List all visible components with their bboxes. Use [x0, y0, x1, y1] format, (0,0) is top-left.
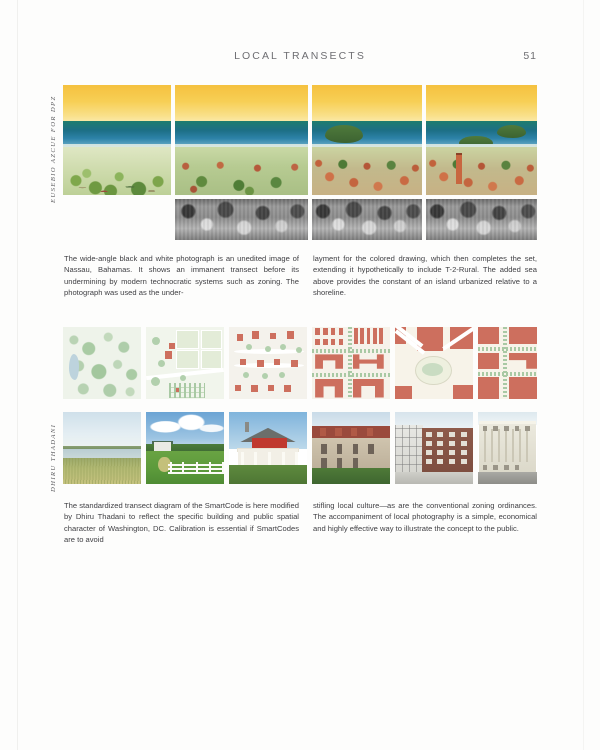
- courtyard-building: [315, 354, 343, 368]
- pilaster: [526, 429, 528, 462]
- street-tree-row: [503, 327, 507, 399]
- core-block: [509, 353, 537, 369]
- core-block: [509, 377, 537, 399]
- block-building: [379, 328, 383, 344]
- bw-photo-panel-2: [312, 199, 422, 240]
- window: [449, 441, 455, 446]
- watercolor-panel-1: [63, 85, 171, 195]
- watercolor-panel-2: [175, 85, 308, 195]
- core-block: [478, 377, 499, 399]
- window: [515, 465, 520, 470]
- window: [515, 426, 520, 430]
- chimney: [245, 422, 250, 432]
- street-tree-row: [478, 347, 537, 351]
- window: [483, 426, 488, 430]
- window: [353, 458, 358, 468]
- island-form: [325, 125, 362, 144]
- window: [426, 441, 432, 446]
- sky-band: [312, 85, 422, 126]
- front-garden: [312, 468, 390, 484]
- sky-band: [426, 85, 537, 126]
- tree-canopy: [151, 377, 160, 386]
- courtyard-building: [353, 379, 384, 398]
- bw-photo-panel-1: [175, 199, 308, 240]
- window: [321, 444, 326, 454]
- house-footprint: [270, 333, 276, 339]
- tree-canopy: [279, 372, 285, 378]
- urban-land-band: [312, 147, 422, 195]
- window: [337, 444, 342, 454]
- block-building: [339, 328, 344, 334]
- running-head: [63, 50, 537, 66]
- porch-column: [295, 452, 298, 466]
- field-parcel: [176, 350, 199, 369]
- tree-canopy: [158, 360, 165, 367]
- block-building: [331, 339, 336, 345]
- window: [426, 450, 432, 455]
- window: [437, 450, 443, 455]
- street-tree-row: [348, 327, 352, 399]
- caption-top-right: layment for the colored drawing, which then completes the set, extending it hypothetically to include T-2-Rural. The added sea above provides the constant of an island urbanized relative to a shoreline.: [313, 254, 537, 298]
- house-footprint: [268, 385, 274, 391]
- courtyard-building: [315, 379, 343, 398]
- plan-tile-t6-urban-core: [478, 327, 537, 399]
- house-footprint: [287, 331, 294, 338]
- window: [437, 441, 443, 446]
- photo-credit-top: EUSEBIO AZCUE FOR DPZ: [50, 95, 57, 203]
- window: [426, 459, 432, 464]
- dormer-window: [335, 428, 341, 437]
- pilaster: [484, 429, 486, 462]
- tree-canopy: [180, 375, 186, 381]
- farm-building: [169, 343, 174, 349]
- plan-tile-t1-natural: [63, 327, 141, 399]
- pilaster: [498, 429, 500, 462]
- dormer-window: [351, 428, 357, 437]
- window: [437, 432, 443, 437]
- house-footprint: [237, 334, 243, 340]
- lawn: [229, 465, 307, 484]
- rural-land-band: [63, 147, 171, 195]
- plan-tile-t2-rural: [146, 327, 224, 399]
- window: [493, 465, 498, 470]
- orchard-rows: [169, 383, 205, 397]
- plan-tile-t5-urban-center: [395, 327, 473, 399]
- photo-tile-midrise: [395, 412, 473, 484]
- photo-tile-pasture: [146, 412, 224, 484]
- core-block: [478, 327, 499, 344]
- photo-tile-red-house: [229, 412, 307, 484]
- window: [449, 432, 455, 437]
- island-form-far: [497, 125, 526, 138]
- window: [461, 450, 467, 455]
- page-number: 51: [523, 50, 537, 62]
- white-fence: [168, 462, 224, 474]
- block-building: [315, 339, 320, 345]
- sky-region: [63, 412, 141, 449]
- field-parcel: [201, 350, 223, 369]
- window: [461, 441, 467, 446]
- house-footprint: [257, 360, 264, 366]
- pilaster: [512, 429, 514, 462]
- photo-tile-wetland: [63, 412, 141, 484]
- window: [449, 459, 455, 464]
- plan-tile-t4-general-urban: [312, 327, 390, 399]
- bw-photo-panel-3: [426, 199, 537, 240]
- porch-column: [268, 452, 271, 466]
- field-parcel: [201, 330, 223, 349]
- house-footprint: [274, 359, 280, 365]
- window: [368, 444, 373, 454]
- sky-band: [175, 85, 308, 126]
- block-building: [354, 328, 358, 344]
- block-building: [323, 339, 328, 345]
- window: [426, 432, 432, 437]
- block-building: [339, 339, 344, 345]
- window: [449, 450, 455, 455]
- tree-canopy: [262, 373, 268, 379]
- cornice: [479, 421, 536, 425]
- window: [525, 426, 530, 430]
- caption-bottom-right: stifling local culture—as are the conventional zoning ordinances. The accompaniment of local photography is a simple, economical and highly effective way to illustrate the concept to the public.: [313, 501, 537, 533]
- block-mass: [395, 386, 412, 399]
- window: [353, 444, 358, 454]
- dormer-window: [320, 428, 326, 437]
- courtyard-building: [353, 354, 384, 368]
- porch-column: [254, 452, 257, 466]
- sky-band: [63, 85, 171, 126]
- house-footprint: [235, 385, 241, 391]
- reed-foreground: [63, 458, 141, 484]
- street-foreground: [395, 472, 473, 484]
- pilaster: [491, 429, 493, 462]
- street-with-cars: [478, 472, 537, 484]
- creek-shape: [69, 354, 79, 380]
- core-block: [478, 353, 499, 369]
- dormer-window: [367, 428, 373, 437]
- house-footprint: [291, 360, 298, 366]
- window: [461, 459, 467, 464]
- window: [504, 465, 509, 470]
- farm-building: [165, 351, 172, 358]
- window: [321, 458, 326, 468]
- urban-core-land-band: [426, 147, 537, 195]
- plan-tile-t3-suburban: [229, 327, 307, 399]
- window: [461, 432, 467, 437]
- house-footprint: [252, 331, 259, 338]
- block-building: [315, 328, 320, 334]
- window: [493, 426, 498, 430]
- window: [437, 459, 443, 464]
- block-building: [331, 328, 336, 334]
- house-footprint: [240, 359, 246, 365]
- field-parcel: [176, 330, 199, 349]
- photo-tile-civic-building: [478, 412, 537, 484]
- window: [483, 465, 488, 470]
- block-building: [367, 328, 371, 344]
- block-building: [373, 328, 377, 344]
- clock-tower: [456, 153, 462, 184]
- brick-facade: [422, 428, 473, 474]
- porch-column: [241, 452, 244, 466]
- scaffolding: [395, 425, 423, 474]
- porch-column: [282, 452, 285, 466]
- window: [504, 426, 509, 430]
- caption-bottom-left: The standardized transect diagram of the SmartCode is here modified by Dhiru Thadani to reflect the specific building and public spatial character of Washington, DC. Calibration is essential if SmartCodes are to avoid: [64, 501, 299, 545]
- page-edge-left: [17, 0, 18, 750]
- circle-green: [422, 363, 444, 376]
- block-mass: [453, 385, 473, 399]
- block-building: [323, 328, 328, 334]
- caption-top-left: The wide-angle black and white photograph is an unedited image of Nassau, Bahamas. It shows an immanent transect before its undermining by modern technocratic systems such as zoning. The photograph was used as the under-: [64, 254, 299, 298]
- town-land-band: [175, 147, 308, 195]
- block-building: [360, 328, 364, 344]
- photo-credit-bottom: DHIRU THADANI: [50, 423, 57, 492]
- tree-canopy: [265, 346, 271, 352]
- page-edge-right: [583, 0, 584, 750]
- window: [337, 458, 342, 468]
- pilaster: [519, 429, 521, 462]
- watercolor-panel-3: [312, 85, 422, 195]
- photo-tile-rowhouses: [312, 412, 390, 484]
- page-title: LOCAL TRANSECTS: [234, 50, 366, 62]
- house-footprint: [284, 385, 291, 392]
- watercolor-panel-4: [426, 85, 537, 195]
- street-tree-row: [478, 372, 537, 376]
- pilaster: [505, 429, 507, 462]
- tree-canopy: [243, 372, 249, 378]
- house-footprint: [251, 385, 258, 392]
- tree-canopy: [152, 337, 160, 345]
- core-block: [509, 327, 537, 344]
